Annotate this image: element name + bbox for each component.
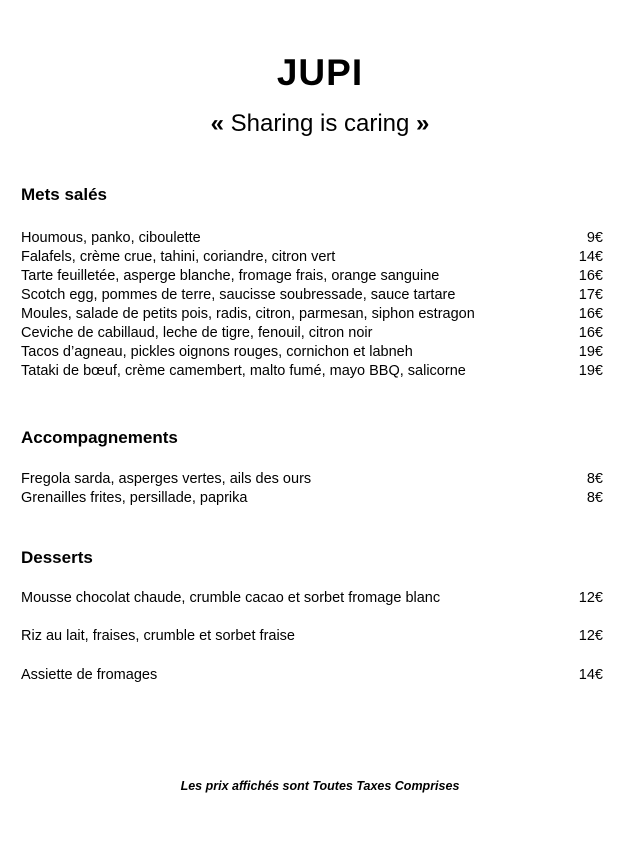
item-name: Scotch egg, pommes de terre, saucisse soubressade, sauce tartare — [21, 287, 456, 303]
tax-note: Les prix affichés sont Toutes Taxes Comprises — [180, 779, 460, 793]
item-name: Tataki de bœuf, crème camembert, malto fumé, mayo BBQ, salicorne — [21, 363, 466, 379]
tagline-text: Sharing is caring — [230, 110, 410, 137]
item-price: 19€ — [578, 363, 603, 379]
tagline — [0, 110, 640, 138]
menu-item — [21, 489, 603, 508]
item-price: 14€ — [578, 667, 603, 683]
item-name: Tarte feuilletée, asperge blanche, fromage frais, orange sanguine — [21, 268, 440, 284]
item-name: Fregola sarda, asperges vertes, ails des ours — [21, 471, 312, 487]
item-name: Grenailles frites, persillade, paprika — [21, 490, 248, 506]
item-price: 17€ — [578, 287, 603, 303]
menu-item — [21, 589, 603, 608]
item-name: Moules, salade de petits pois, radis, citron, parmesan, siphon estragon — [21, 306, 475, 322]
item-name: Tacos d’agneau, pickles oignons rouges, cornichon et labneh — [21, 344, 413, 360]
item-name: Houmous, panko, ciboulette — [21, 230, 201, 246]
item-name: Ceviche de cabillaud, leche de tigre, fenouil, citron noir — [21, 325, 373, 341]
section-title-mets-sales: Mets salés — [21, 185, 107, 204]
quote-close: » — [416, 110, 430, 137]
menu-item — [21, 324, 603, 343]
item-price: 16€ — [578, 325, 603, 341]
menu-item — [21, 267, 603, 286]
item-name: Assiette de fromages — [21, 667, 158, 683]
section-title-desserts: Desserts — [21, 548, 93, 567]
item-price: 16€ — [578, 306, 603, 322]
menu-item — [21, 343, 603, 362]
menu-item — [21, 627, 603, 646]
menu-item — [21, 362, 603, 381]
item-price: 8€ — [586, 490, 603, 506]
item-price: 12€ — [578, 628, 603, 644]
section-title-accompagnements: Accompagnements — [21, 428, 178, 447]
item-price: 19€ — [578, 344, 603, 360]
item-price: 9€ — [586, 230, 603, 246]
item-price: 14€ — [578, 249, 603, 265]
item-price: 12€ — [578, 590, 603, 606]
menu-item — [21, 666, 603, 685]
item-price: 16€ — [578, 268, 603, 284]
item-name: Mousse chocolat chaude, crumble cacao et sorbet fromage blanc — [21, 590, 441, 606]
menu-item — [21, 248, 603, 267]
menu-item — [21, 229, 603, 248]
item-price: 8€ — [586, 471, 603, 487]
restaurant-name: JUPI — [276, 52, 364, 93]
menu-item — [21, 286, 603, 305]
item-name: Falafels, crème crue, tahini, coriandre, citron vert — [21, 249, 336, 265]
menu-item — [21, 305, 603, 324]
quote-open: « — [210, 110, 224, 137]
item-name: Riz au lait, fraises, crumble et sorbet fraise — [21, 628, 295, 644]
menu-item — [21, 470, 603, 489]
